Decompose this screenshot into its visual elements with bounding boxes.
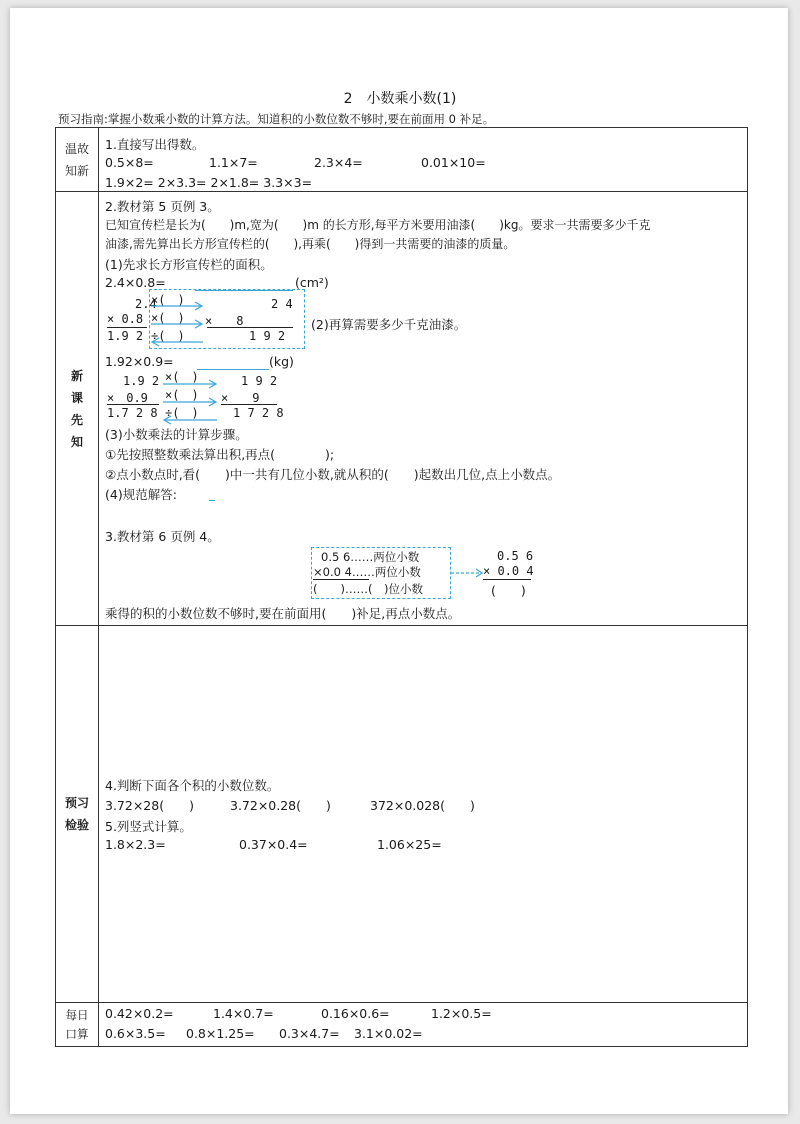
daily-item: 0.16×0.6= [321,1006,390,1021]
review-row2: 1.9×2= 2×3.3= 2×1.8= 3.3×3= [105,175,313,190]
review-content [99,128,747,191]
preview-guide: 预习指南:掌握小数乘小数的计算方法。知道积的小数位数不够时,要在前面用 0 补足。 [58,112,495,126]
new-lesson-row [56,192,748,626]
calc2-arrows [161,382,221,424]
daily-item: 0.6×3.5= [105,1026,166,1041]
review-item: 2.3×4= [314,155,363,170]
daily-item: 0.3×4.7= [279,1026,340,1041]
q5-heading: 5.列竖式计算。 [105,819,192,834]
calc3-line3[interactable]: ( )……( )位小数 [313,582,423,596]
q2-text-line2: 油漆,需先算出长方形宣传栏的( ),再乘( )得到一共需要的油漆的质量。 [105,237,516,251]
calc2-op[interactable]: ×( ) [165,370,199,384]
eq1-label: 2.4×0.8= [105,275,166,290]
new-lesson-content [99,192,747,625]
q2-text-line1: 已知宣传栏是长为( )m,宽为( )m 的长方形,每平方米要用油漆( )kg。要求一共需要多少千克 [105,218,651,232]
calc1-b: × 0.8 [107,312,144,326]
review-heading: 1.直接写出得数。 [105,137,205,152]
daily-item: 3.1×0.02= [354,1026,423,1041]
calc2-rule [107,404,159,405]
calc2-op[interactable]: ÷( ) [165,406,199,420]
calc2-a2: 1 9 2 [241,374,278,388]
daily-row [56,1003,748,1047]
calc3-rule2 [483,579,531,580]
calc3-b2: × 0.0 4 [483,564,534,578]
daily-item: 1.2×0.5= [431,1006,492,1021]
calc3-answer[interactable]: ( ) [491,583,526,598]
eq2-unit: (kg) [269,354,294,369]
step1-text: ①先按照整数乘法算出积,再点( ); [105,447,335,462]
part2-heading: (2)再算需要多少千克油漆。 [311,317,467,332]
calc1-result: 1.9 2 [107,329,144,343]
daily-item: 0.8×1.25= [186,1026,255,1041]
calc1-op[interactable]: ×( ) [151,311,185,325]
daily-item: 0.42×0.2= [105,1006,174,1021]
q5-item: 1.8×2.3= [105,837,166,852]
eq1-unit: (cm²) [295,275,329,290]
calc1-op[interactable]: ÷( ) [151,329,185,343]
part1-heading: (1)先求长方形宣传栏的面积。 [105,257,273,272]
part4-heading: (4)规范解答: [105,487,177,502]
calc2-rule2 [221,404,277,405]
review-item: 0.01×10= [421,155,486,170]
q5-item: 1.06×25= [377,837,442,852]
check-label: 预习 检验 [56,626,99,1003]
calc3-rule [313,579,369,580]
q4-item[interactable]: 372×0.028( ) [370,798,475,813]
calc2-result: 1.7 2 8 [107,406,158,420]
q4-item[interactable]: 3.72×28( ) [105,798,194,813]
calc1-a2: 2 4 [271,297,293,311]
answer-line[interactable] [209,500,215,501]
eq2-answer-line[interactable] [197,369,269,370]
step2-text: ②点小数点时,看( )中一共有几位小数,就从积的( )起数出几位,点上小数点。 [105,467,561,482]
calc2-op[interactable]: ×( ) [165,388,199,402]
review-row [56,128,748,192]
calc2-result2: 1 7 2 8 [233,406,284,420]
conclusion-text: 乘得的积的小数位数不够时,要在前面用( )补足,再点小数点。 [105,606,461,621]
calc1-b2: × 8 [205,314,244,328]
calc3-a2: 0.5 6 [497,549,534,563]
q4-heading: 4.判断下面各个积的小数位数。 [105,778,280,793]
calc1-a: 2.4 [135,297,157,311]
daily-item: 1.4×0.7= [213,1006,274,1021]
new-lesson-label: 新 课 先 知 [56,192,99,626]
check-row [56,626,748,1003]
page-title: 2 小数乘小数(1) [343,91,457,107]
q3-heading: 3.教材第 6 页例 4。 [105,529,220,544]
part3-heading: (3)小数乘法的计算步骤。 [105,427,248,442]
calc2-b: × 0.9 [107,391,148,405]
eq2-label: 1.92×0.9= [105,354,174,369]
calc1-rule [107,327,147,328]
calc3-line2: ×0.0 4……两位小数 [313,565,421,579]
q5-item: 0.37×0.4= [239,837,308,852]
calc2-b2: × 9 [221,391,260,405]
calc3-line1: 0.5 6……两位小数 [321,550,420,564]
calc1-result2: 1 9 2 [249,329,286,343]
calc1-rule2 [207,327,293,328]
calc1-arrows [149,304,205,346]
q4-item[interactable]: 3.72×0.28( ) [230,798,331,813]
review-label: 温故 知新 [56,128,99,192]
q2-heading: 2.教材第 5 页例 3。 [105,199,220,214]
review-item: 1.1×7= [209,155,258,170]
calc2-a: 1.9 2 [123,374,160,388]
worksheet-table [55,127,748,1047]
daily-content [99,1003,747,1046]
check-content [99,626,747,1002]
calc3-arrow [451,570,485,578]
calc1-op[interactable]: ×( ) [151,293,185,307]
daily-label: 每日 口算 [56,1003,99,1047]
review-item: 0.5×8= [105,155,154,170]
